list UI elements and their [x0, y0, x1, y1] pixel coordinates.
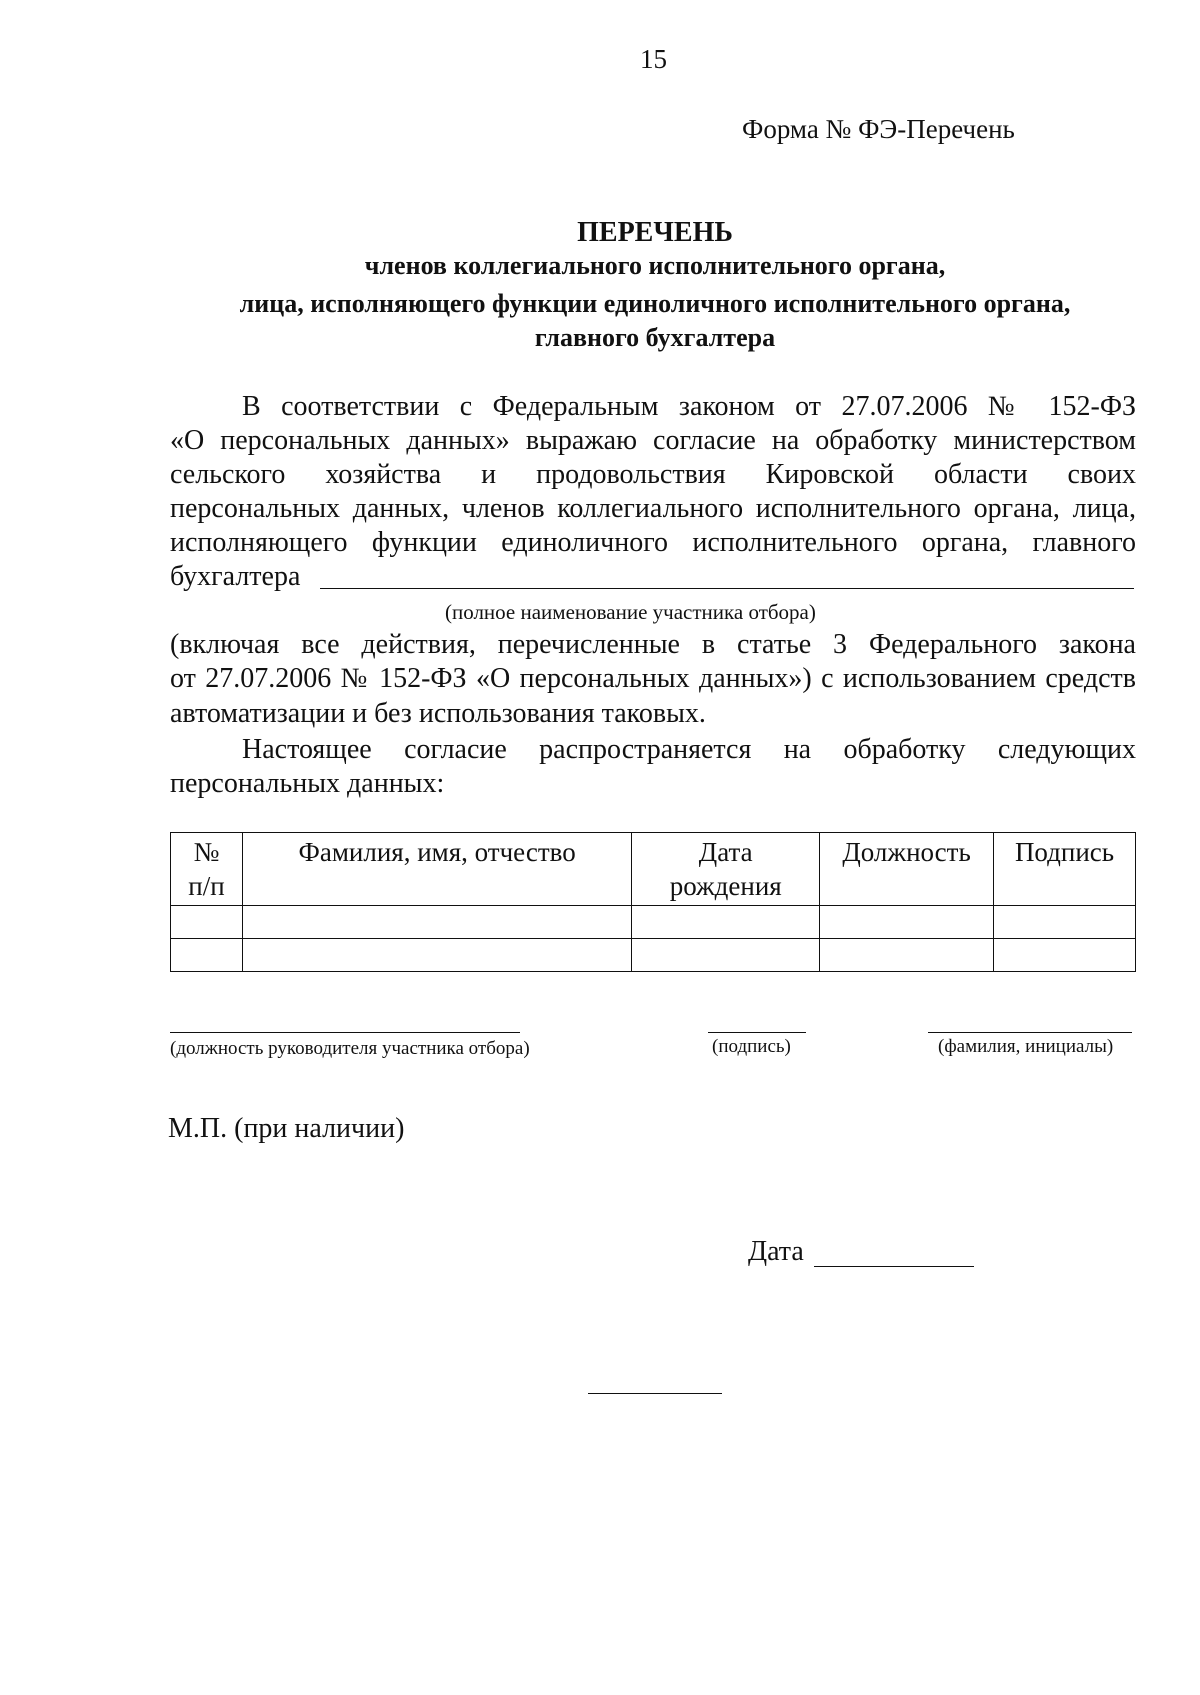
table-cell[interactable] [632, 906, 820, 939]
document-subtitle-line-2: лица, исполняющего функции единоличного исполнительного органа, [239, 289, 1071, 318]
table-header-position [820, 833, 994, 906]
signature-caption: (подпись) [712, 1036, 791, 1057]
position-caption: (должность руководителя участника отбора) [170, 1038, 530, 1059]
participant-name-field[interactable] [320, 588, 1134, 589]
document-subtitle-line-1: членов коллегиального исполнительного органа, [364, 251, 946, 280]
header-text: рождения [669, 871, 782, 901]
header-text: Фамилия, имя, отчество [298, 837, 576, 867]
date-label: Дата [748, 1236, 804, 1267]
participant-name-caption: (полное наименование участника отбора) [445, 600, 816, 624]
header-text: № [193, 837, 220, 867]
personal-data-table [170, 832, 1136, 972]
page-number: 15 [640, 44, 667, 74]
paragraph-line: сельского хозяйства и продовольствия Кировской области своих [170, 459, 1136, 490]
paragraph-line: исполняющего функции единоличного исполнительного органа, главного [170, 527, 1136, 558]
stamp-placeholder: М.П. (при наличии) [168, 1113, 405, 1144]
paragraph-line: (включая все действия, перечисленные в статье 3 Федерального закона [170, 629, 1136, 660]
date-field[interactable] [814, 1266, 974, 1267]
table-header-signature [994, 833, 1136, 906]
paragraph-line-last: бухгалтера [170, 561, 301, 592]
paragraph-line: «О персональных данных» выражаю согласие на обработку министерством [170, 425, 1136, 456]
end-separator-line [588, 1393, 722, 1394]
header-text: Дата [698, 837, 753, 867]
header-text: Должность [842, 837, 971, 867]
table-cell[interactable] [242, 906, 631, 939]
table-cell[interactable] [242, 939, 631, 972]
consent-paragraph-2 [170, 628, 1136, 696]
paragraph-line: персональных данных, членов коллегиального исполнительного органа, лица, [170, 493, 1136, 524]
paragraph-line-last: персональных данных: [170, 768, 445, 799]
document-subtitle-line-3: главного бухгалтера [534, 323, 776, 352]
table-row [171, 906, 1136, 939]
table-cell[interactable] [994, 939, 1136, 972]
header-text: Подпись [1014, 837, 1115, 867]
header-text: п/п [188, 871, 225, 901]
document-title: ПЕРЕЧЕНЬ [577, 217, 733, 248]
paragraph-line-last: автоматизации и без использования таковых. [170, 698, 706, 729]
table-header-birth-date [632, 833, 820, 906]
consent-paragraph-3 [170, 733, 1136, 767]
form-code: Форма № ФЭ-Перечень [742, 114, 1015, 144]
table-cell[interactable] [994, 906, 1136, 939]
table-header-row [171, 833, 1136, 906]
consent-paragraph-1 [170, 390, 1136, 560]
table-cell[interactable] [171, 939, 243, 972]
table-header-number [171, 833, 243, 906]
position-signature-line[interactable] [170, 1032, 520, 1033]
table-cell[interactable] [820, 939, 994, 972]
name-signature-line[interactable] [928, 1032, 1132, 1033]
paragraph-line: от 27.07.2006 № 152-ФЗ «О персональных данных») с использованием средств [170, 663, 1136, 694]
paragraph-line: В соответствии с Федеральным законом от 27.07.2006 № 152-ФЗ [242, 391, 1136, 422]
table-cell[interactable] [820, 906, 994, 939]
name-caption: (фамилия, инициалы) [938, 1036, 1114, 1057]
table-cell[interactable] [171, 906, 243, 939]
paragraph-line: Настоящее согласие распространяется на обработку следующих [242, 734, 1136, 765]
table-header-full-name [242, 833, 631, 906]
table-cell[interactable] [632, 939, 820, 972]
table-row [171, 939, 1136, 972]
signature-line[interactable] [708, 1032, 806, 1033]
